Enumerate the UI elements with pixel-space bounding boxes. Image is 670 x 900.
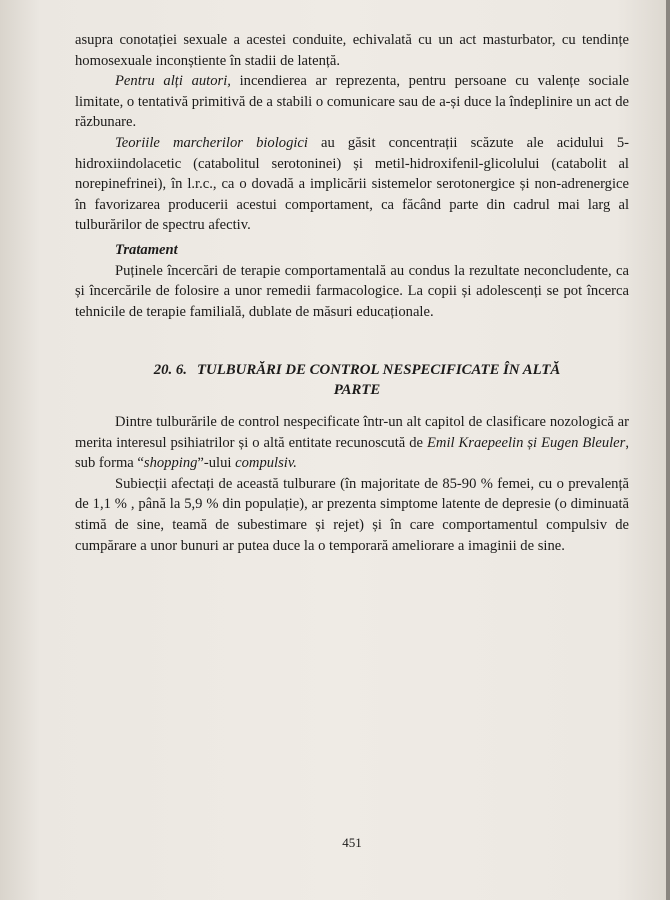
section-block [75, 360, 629, 556]
page-edge [666, 0, 670, 900]
treatment-heading: Tratament [115, 242, 178, 258]
section-paragraph-2: Subiecții afectați de această tulburare (în majoritate de 85-90 % femei, cu o prevalență de 1,1 % , până la 5,9 % din populație), ar prezenta simptome latente de depresie (o diminuată stimă de sine, teamă de subestimare și rejet) și în care comportamentul compulsiv de cumpărare a unor bunuri ar putea duce la o temporară ameliorare a imaginii de sine. [75, 475, 629, 554]
treatment-block [75, 240, 629, 322]
text-segment-italic: compulsiv. [235, 455, 297, 472]
paragraph-other-authors [75, 71, 629, 133]
text-segment: Dintre tulburările de control nespecificate într-un alt capitol de clasificare nozologică ar merita interesul psihiatrilor și o altă entitate recunoscută de [75, 414, 629, 451]
text-segment-italic: Emil Kraepeelin și Eugen Bleuler [426, 434, 626, 451]
paragraph-continuation [75, 30, 629, 71]
top-text-block [75, 30, 629, 236]
text-segment: , sub forma “ [75, 434, 629, 472]
paragraph-biological-markers [75, 133, 629, 236]
section-paragraph-1 [75, 412, 629, 474]
text-segment: incendierea ar reprezenta, pentru persoane cu valențe sociale limitate, o tentativă primitivă de a stabili o comunicare sau de a-și duce la îndeplinire un act de răzbunare. [75, 73, 630, 131]
section-number: 20. 6. [153, 362, 187, 378]
text-segment-italic: Pentru alți autori, [115, 73, 231, 90]
text-segment: ”-ului [197, 455, 236, 472]
page-number: 451 [342, 835, 362, 850]
section-title-line2: PARTE [333, 382, 381, 398]
text-segment-italic: shopping [143, 455, 198, 472]
text-segment-italic: Teoriile marcherilor biologici [115, 134, 308, 151]
text-segment: au găsit concentrații scăzute ale acidului 5-hidroxiindolacetic (catabolitul serotoninei) și metil-hidroxifenil-glicolului (catabolit al norepinefrinei), în l.r.c., ca o dovadă a implicării sistemelor serotonergice și non-adrenergice în favorizarea producerii acestui comportament, ca făcând parte din cadrul mai larg al tulburărilor de spectru afectiv. [75, 134, 629, 234]
text-segment: asupra conotației sexuale a acestei conduite, echivalată cu un act masturbator, cu tendințe homosexuale inconștiente în stadii de latență. [75, 32, 629, 69]
section-title [85, 360, 629, 400]
section-title-line1: TULBURĂRI DE CONTROL NESPECIFICATE ÎN ALTĂ [197, 362, 561, 378]
treatment-paragraph: Puținele încercări de terapie comportamentală au condus la rezultate neconcludente, ca și încercările de folosire a unor remedii farmacologice. La copii și adolescenți se pot încerca tehnicile de terapie familială, dublate de măsuri educaționale. [75, 262, 629, 320]
